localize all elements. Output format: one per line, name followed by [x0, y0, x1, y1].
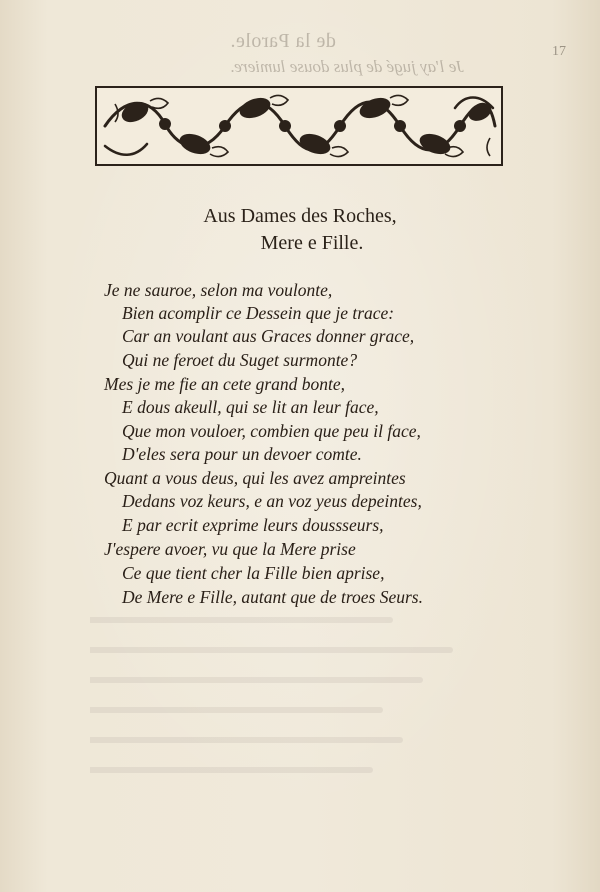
poem-line: E par ecrit exprime leurs doussseurs, — [122, 515, 384, 535]
ornamental-headpiece-icon — [95, 86, 503, 166]
bleed-through-text — [230, 30, 530, 77]
poem-line: D'eles sera pour un devoer comte. — [122, 444, 362, 464]
page-number: 17 — [552, 44, 566, 59]
poem-line: De Mere e Fille, autant que de troes Seurs. — [122, 587, 423, 607]
poem-line: Car an voulant aus Graces donner grace, — [122, 326, 415, 346]
poem-line: J'espere avoer, vu que la Mere prise — [104, 539, 356, 559]
poem-line: E dous akeull, qui se lit an leur face, — [122, 397, 379, 417]
poem-title-line-1: Aus Dames des Roches, — [203, 205, 397, 227]
poem-line: Dedans voz keurs, e an voz yeus depeintes, — [122, 491, 422, 511]
poem-line: Ce que tient cher la Fille bien aprise, — [122, 563, 385, 583]
poem-line: Je ne sauroe, selon ma voulonte, — [104, 280, 333, 300]
poem-title-line-2: Mere e Fille. — [260, 232, 364, 254]
poem-line: Que mon vouloer, combien que peu il face, — [122, 421, 421, 441]
bleed-through-line-2: Je l'ay jugé de plus douse lumiere. — [230, 57, 464, 76]
bleed-through-line-1: de la Parole. — [230, 30, 336, 52]
poem-line: Bien acomplir ce Dessein que je trace: — [122, 303, 395, 323]
show-through-texture — [90, 610, 510, 790]
poem-line: Qui ne feroet du Suget surmonte? — [122, 350, 358, 370]
poem-line: Mes je me fie an cete grand bonte, — [104, 374, 346, 394]
poem-line: Quant a vous deus, qui les avez ampreintes — [104, 468, 406, 488]
